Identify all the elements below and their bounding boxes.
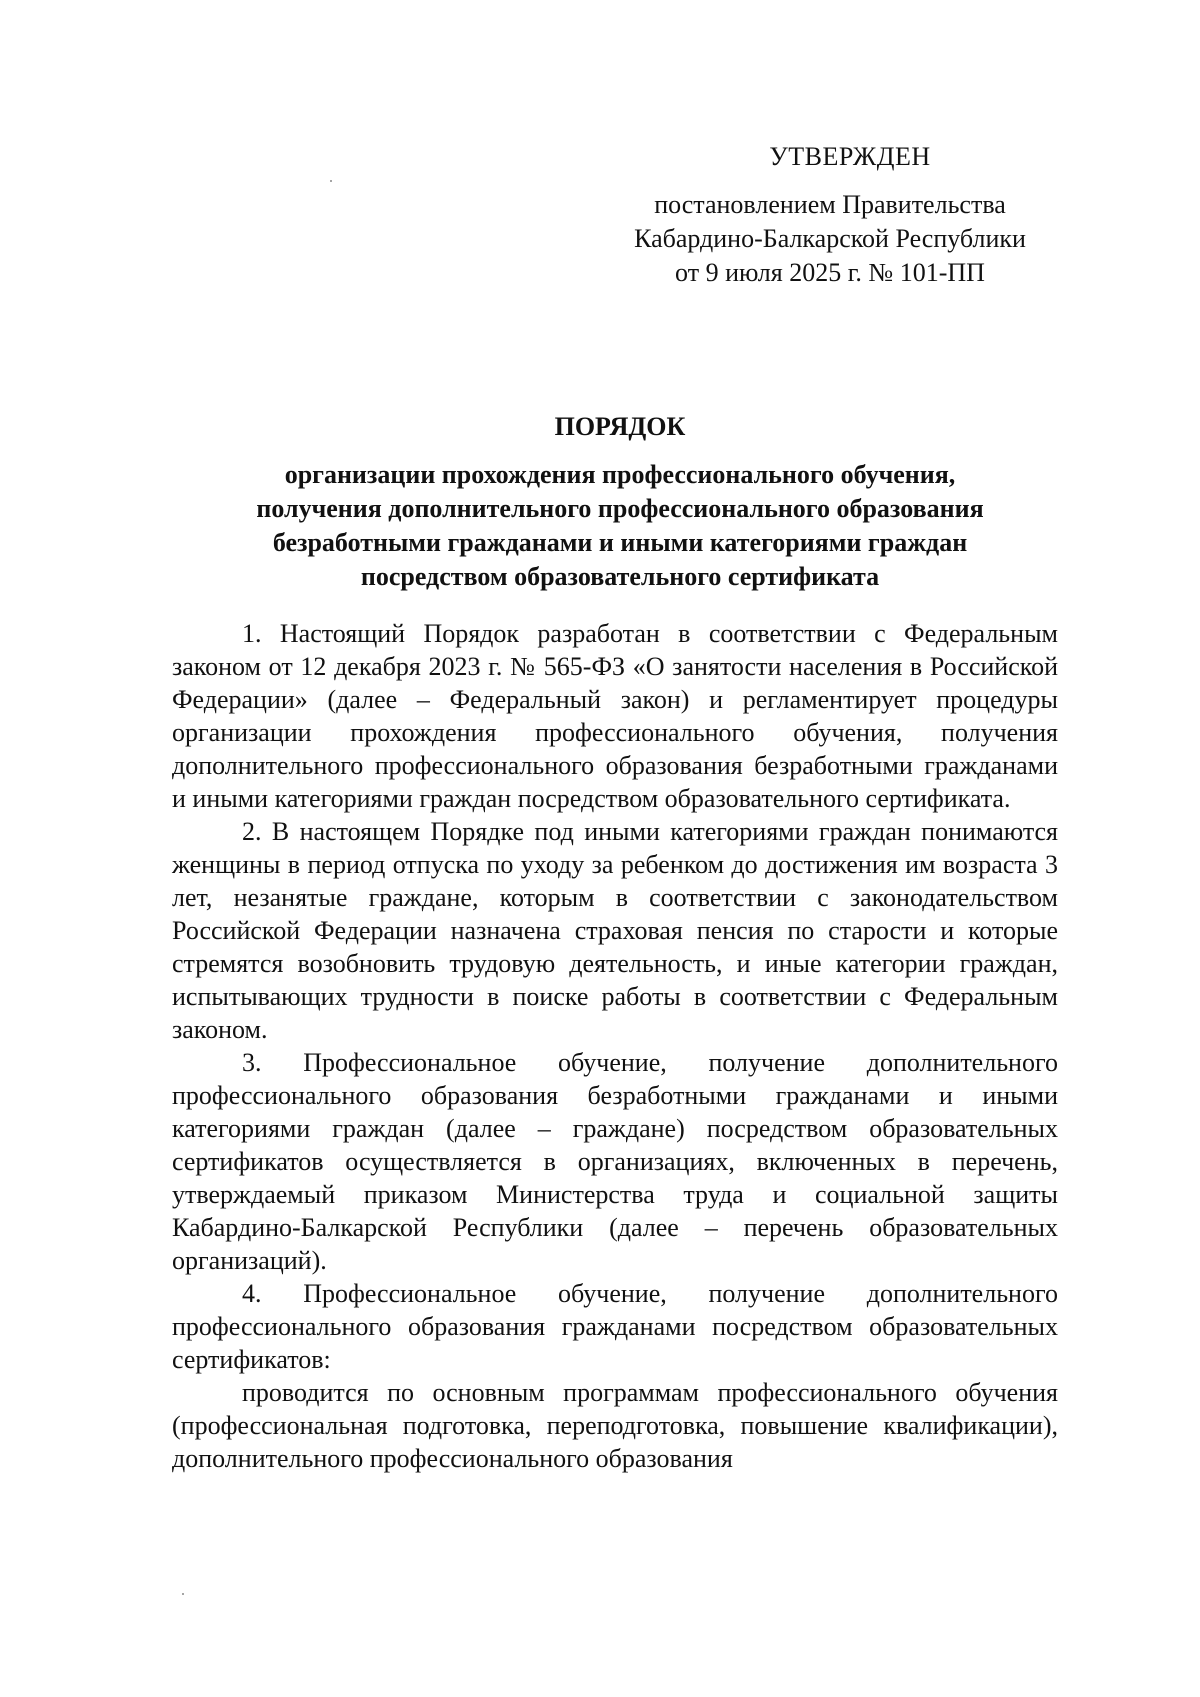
document-title [170, 410, 1070, 594]
title-subline: организации прохождения профессионального обучения, [284, 460, 956, 489]
title-subline: получения дополнительного профессионального образования [256, 494, 984, 523]
paragraph-4-item: проводится по основным программам профессионального обучения (профессиональная подготовка, переподготовка, повышение квалификации), дополнительного профессионального образования [172, 1378, 1058, 1473]
document-body [172, 617, 1058, 1475]
title-subline: посредством образовательного сертификата [360, 562, 880, 591]
approval-heading: УТВЕРЖДЕН [769, 142, 931, 171]
approval-line: Кабардино-Балкарской Республики [634, 224, 1026, 253]
approval-block [600, 140, 1060, 290]
scan-speck [330, 180, 332, 182]
approval-line: постановлением Правительства [654, 190, 1006, 219]
title-main: ПОРЯДОК [554, 412, 686, 441]
paragraph-1: 1. Настоящий Порядок разработан в соответствии с Федеральным законом от 12 декабря 2023 г. № 565-ФЗ «О занятости населения в Российской Федерации» (далее – Федеральный закон) и регламентирует процедуры организации прохождения профессионального обучения, получения дополнительного профессионального образования безработными гражданами и иными категориями граждан посредством образовательного сертификата. [172, 619, 1058, 813]
title-subline: безработными гражданами и иными категориями граждан [272, 528, 968, 557]
approval-line: от 9 июля 2025 г. № 101-ПП [675, 258, 985, 287]
paragraph-3: 3. Профессиональное обучение, получение дополнительного профессионального образования безработными гражданами и иными категориями граждан (далее – граждане) посредством образовательных сертификатов осуществляется в организациях, включенных в перечень, утверждаемый приказом Министерства труда и социальной защиты Кабардино-Балкарской Республики (далее – перечень образовательных организаций). [172, 1048, 1058, 1275]
scan-speck [182, 1593, 184, 1595]
paragraph-2: 2. В настоящем Порядке под иными категориями граждан понимаются женщины в период отпуска по уходу за ребенком до достижения им возраста 3 лет, незанятые граждане, которым в соответствии с законодательством Российской Федерации назначена страховая пенсия по старости и которые стремятся возобновить трудовую деятельность, и иные категории граждан, испытывающих трудности в поиске работы в соответствии с Федеральным законом. [172, 817, 1058, 1044]
paragraph-4: 4. Профессиональное обучение, получение дополнительного профессионального образования гражданами посредством образовательных сертификатов: [172, 1279, 1058, 1374]
